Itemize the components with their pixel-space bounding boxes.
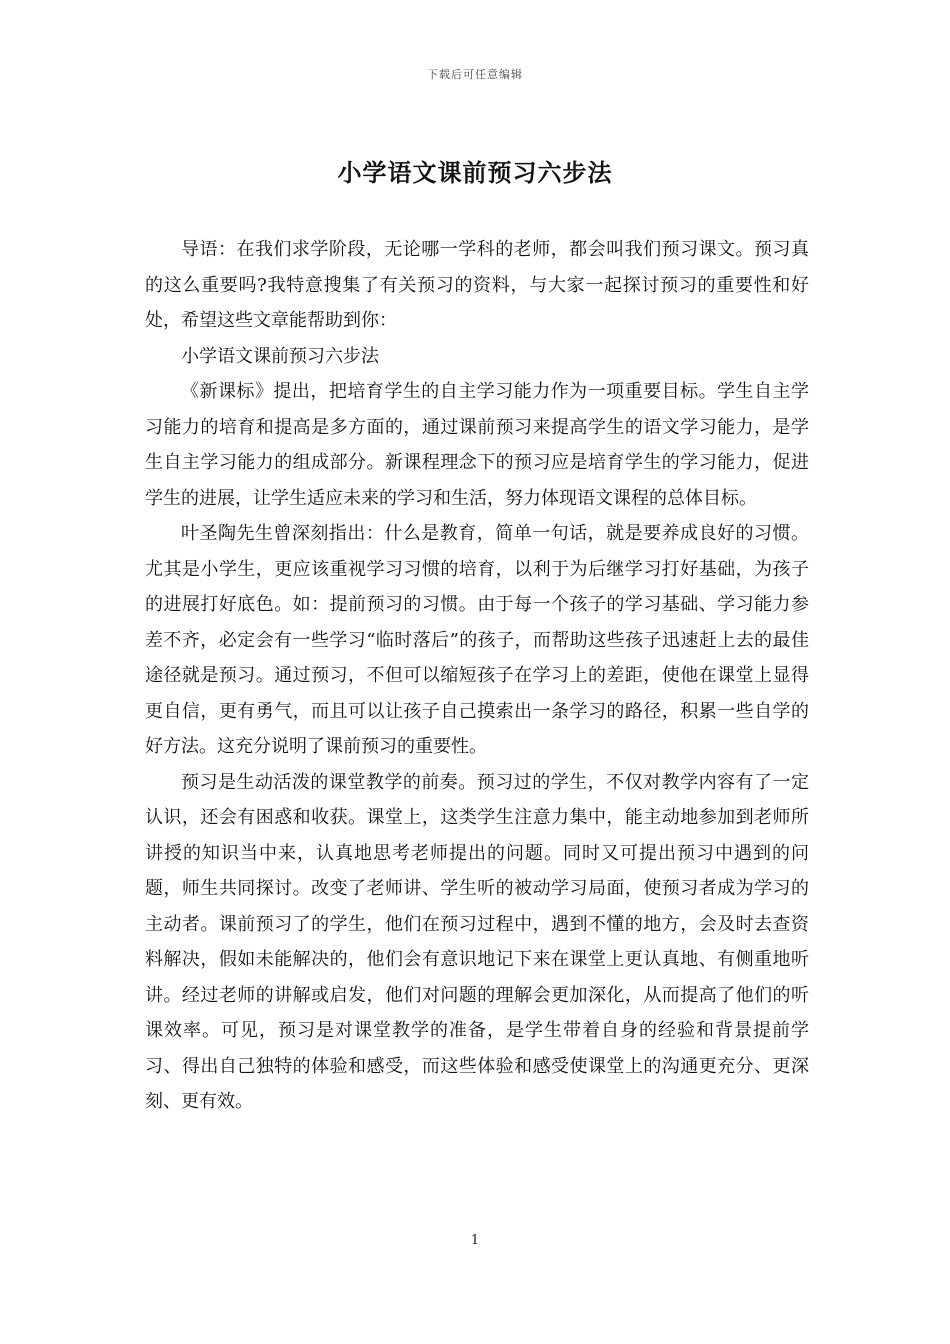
paragraph-preview-prelude: 预习是生动活泼的课堂教学的前奏。预习过的学生，不仅对教学内容有了一定认识，还会有困惑和收获。课堂上，这类学生注意力集中，能主动地参加到老师所讲授的知识当中来，认真地思考老师提出的问题。同时又可提出预习中遇到的问题，师生共同探讨。改变了老师讲、学生听的被动学习局面，使预习者成为学习的主动者。课前预习了的学生，他们在预习过程中，遇到不懂的地方，会及时去查资料解决，假如未能解决的，他们会有意识地记下来在课堂上更认真地、有侧重地听讲。经过老师的讲解或启发，他们对问题的理解会更加深化，从而提高了他们的听课效率。可见，预习是对课堂教学的准备，是学生带着自身的经验和背景提前学习、得出自己独特的体验和感受，而这些体验和感受使课堂上的沟通更充分、更深刻、更有效。 [145, 771, 809, 1112]
paragraph-ye-shengtao: 叶圣陶先生曾深刻指出：什么是教育，简单一句话，就是要养成良好的习惯。尤其是小学生，更应该重视学习习惯的培育，以利于为后继学习打好基础，为孩子的进展打好底色。如：提前预习的习惯。由于每一个孩子的学习基础、学习能力参差不齐，必定会有一些学习“临时落后”的孩子，而帮助这些孩子迅速赶上去的最佳途径就是预习。通过预习，不但可以缩短孩子在学习上的差距，使他在课堂上显得更自信，更有勇气，而且可以让孩子自己摸索出一条学习的路径，积累一些自学的好方法。这充分说明了课前预习的重要性。 [145, 523, 809, 757]
paragraph-new-curriculum: 《新课标》提出，把培育学生的自主学习能力作为一项重要目标。学生自主学习能力的培育和提高是多方面的，通过课前预习来提高学生的语文学习能力，是学生自主学习能力的组成部分。新课程理念下的预习应是培育学生的学习能力，促进学生的进展，让学生适应未来的学习和生活，努力体现语文课程的总体目标。 [145, 381, 809, 509]
document-title: 小学语文课前预习六步法 [337, 158, 613, 187]
paragraph-subtitle: 小学语文课前预习六步法 [181, 345, 379, 367]
page-number: 1 [470, 1233, 480, 1248]
document-body [145, 232, 809, 1120]
paragraph-intro: 导语：在我们求学阶段，无论哪一学科的老师，都会叫我们预习课文。预习真的这么重要吗?我特意搜集了有关预习的资料，与大家一起探讨预习的重要性和好处，希望这些文章能帮助到你： [145, 239, 809, 331]
header-note: 下载后可任意编辑 [427, 68, 523, 81]
